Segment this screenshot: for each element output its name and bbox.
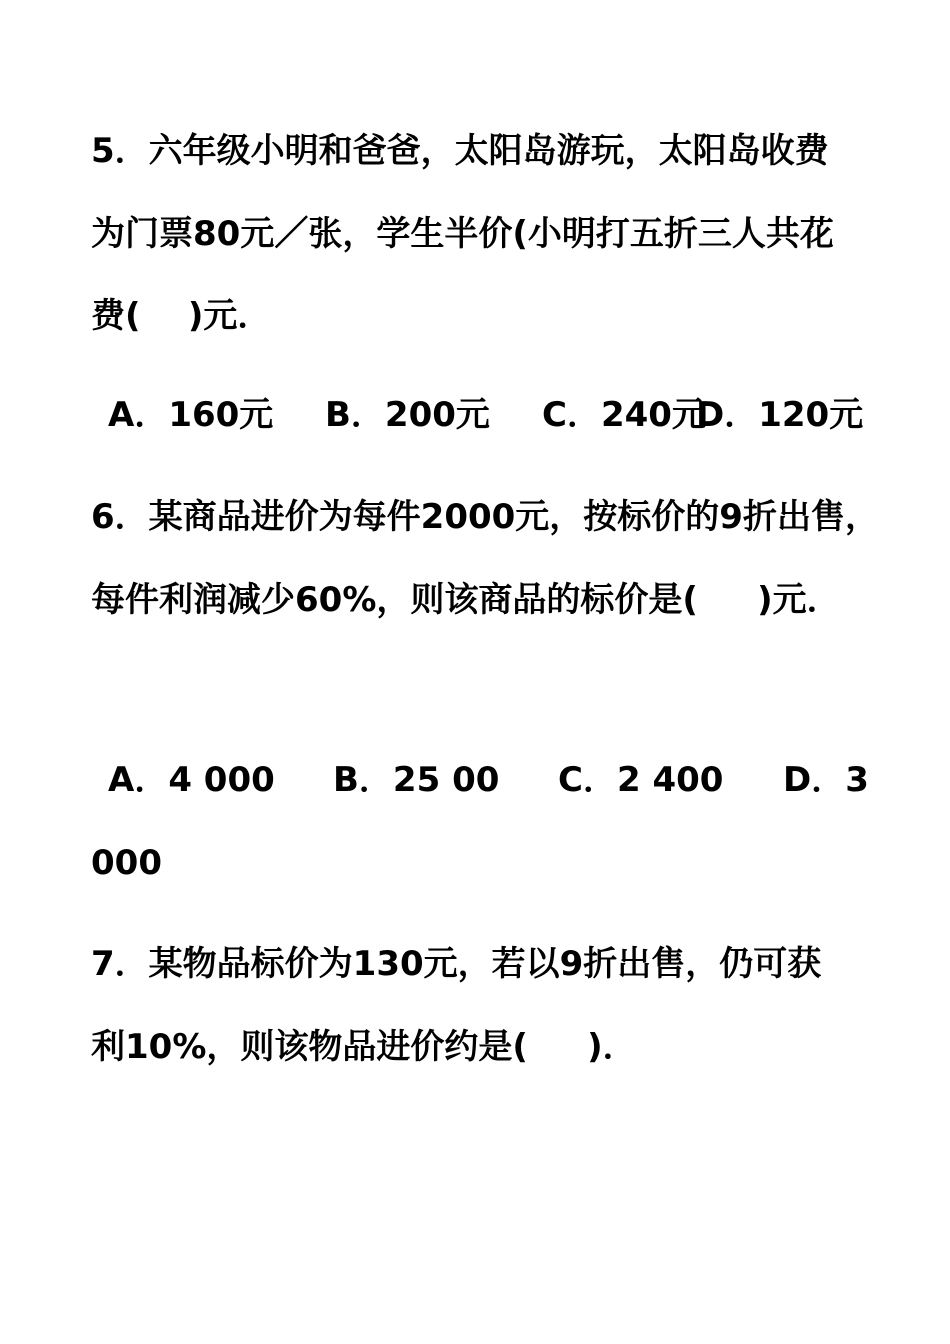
question-5-option-c: C．240元 (542, 395, 706, 435)
question-6-line-1: 6．某商品进价为每件2000元，按标价的9折出售， (91, 497, 879, 537)
question-6-option-c: C．2 400 (558, 760, 724, 800)
question-7-line-2: 利10%，则该物品进价约是( )． (91, 1027, 637, 1067)
question-5-options (0, 395, 950, 435)
question-5-line-3: 费( )元． (91, 296, 272, 336)
question-6-option-d-wrap: 000 (91, 843, 162, 883)
question-5-line-1: 5．六年级小明和爸爸，太阳岛游玩，太阳岛收费 (91, 131, 829, 171)
question-6-option-a: A．4 000 (108, 760, 275, 800)
question-5-line-2: 为门票80元／张，学生半价(小明打五折三人共花 (91, 214, 834, 254)
question-6-options (0, 760, 950, 800)
question-6-option-d: D．3 (783, 760, 869, 800)
question-6-line-2: 每件利润减少60%，则该商品的标价是( )元． (91, 580, 841, 620)
question-6-option-b: B．25 00 (333, 760, 500, 800)
question-7-line-1: 7．某物品标价为130元，若以9折出售，仍可获 (91, 944, 822, 984)
question-5-option-d: D．120元 (696, 395, 864, 435)
question-5-option-a: A．160元 (108, 395, 274, 435)
question-5-option-b: B．200元 (325, 395, 490, 435)
